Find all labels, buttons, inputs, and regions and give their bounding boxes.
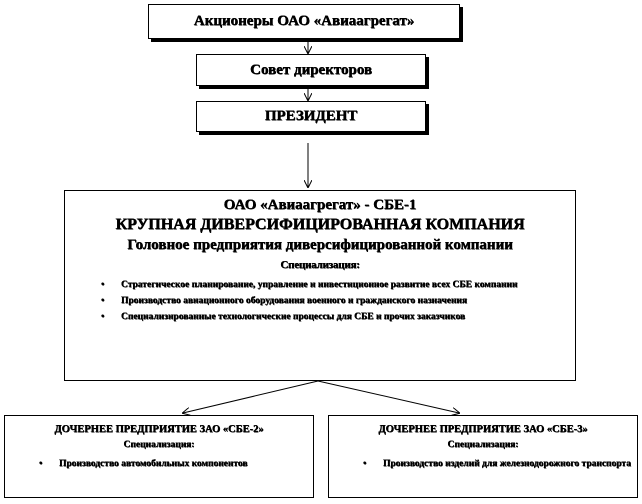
subsidiary-spec-heading: Специализация: bbox=[447, 440, 519, 450]
president-label: ПРЕЗИДЕНТ bbox=[264, 108, 358, 124]
subsidiary-spec-heading: Специализация: bbox=[123, 440, 195, 450]
subsidiary-title: ДОЧЕРНЕЕ ПРЕДПРИЯТИЕ ЗАО «СБЕ-3» bbox=[378, 424, 588, 435]
list-item: • Производство авиационного оборудования военного и гражданского назначения bbox=[101, 296, 468, 306]
list-item: • Специализированные технологические процессы для СБЕ и прочих заказчиков bbox=[101, 312, 466, 322]
bullet-icon: • bbox=[363, 459, 367, 469]
list-item: • Производство автомобильных компонентов bbox=[39, 459, 248, 469]
main-spec-list bbox=[101, 279, 569, 327]
subsidiary-spec-list bbox=[363, 458, 631, 474]
main-subtitle: КРУПНАЯ ДИВЕРСИФИЦИРОВАННАЯ КОМПАНИЯ bbox=[115, 216, 525, 233]
main-title: ОАО «Авиаагрегат» - СБЕ-1 bbox=[223, 197, 417, 213]
bullet-icon: • bbox=[101, 280, 105, 290]
bullet-icon: • bbox=[101, 296, 105, 306]
main-company-box bbox=[64, 190, 576, 381]
board-label: Совет директоров bbox=[250, 61, 372, 78]
shareholders-label: Акционеры ОАО «Авиаагрегат» bbox=[193, 13, 415, 29]
list-item: • Стратегическое планирование, управление и инвестиционное развитие всех СБЕ компании bbox=[101, 280, 518, 290]
subsidiary-sbe3-box bbox=[328, 415, 638, 498]
main-spec-heading: Специализация: bbox=[280, 259, 360, 271]
board-box bbox=[196, 54, 426, 86]
arrow-main-to-sub2 bbox=[318, 381, 459, 413]
bullet-icon: • bbox=[101, 312, 105, 322]
arrow-main-to-sub1 bbox=[183, 381, 318, 413]
subsidiary-title: ДОЧЕРНЕЕ ПРЕДПРИЯТИЕ ЗАО «СБЕ-2» bbox=[54, 424, 264, 435]
main-description: Головное предприятия диверсифицированной компании bbox=[127, 237, 513, 253]
list-item: • Производство изделий для железнодорожного транспорта bbox=[363, 459, 631, 469]
bullet-icon: • bbox=[39, 459, 43, 469]
subsidiary-spec-list bbox=[39, 458, 307, 474]
subsidiary-sbe2-box bbox=[4, 415, 314, 498]
president-box bbox=[196, 101, 426, 132]
shareholders-box bbox=[148, 4, 460, 39]
